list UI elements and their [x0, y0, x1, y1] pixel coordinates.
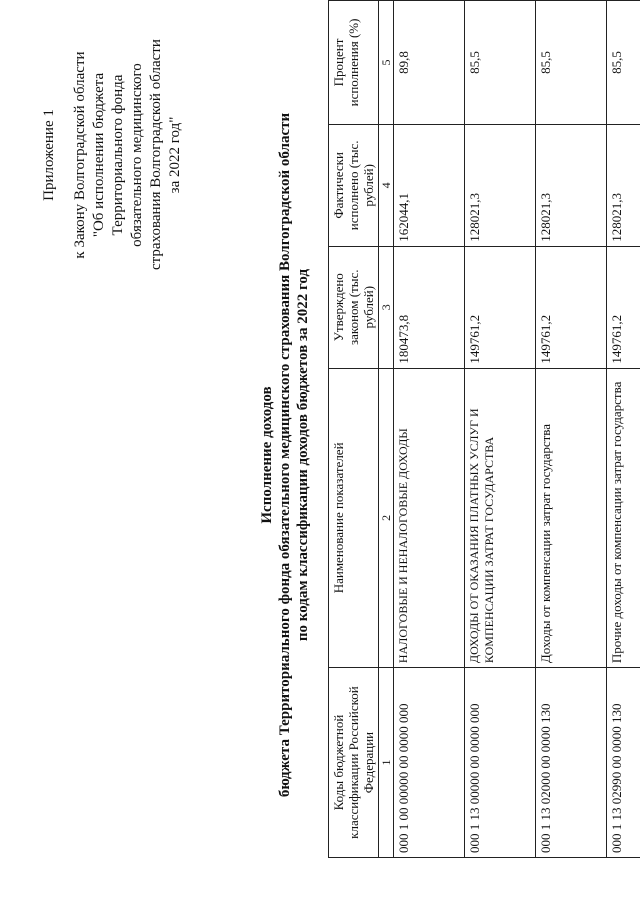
row-approved: 180473,8 — [394, 246, 465, 368]
row-percent: 85,5 — [536, 1, 607, 125]
annex-line: Территориального фонда — [110, 74, 126, 236]
annex-title: Приложение 1 — [41, 109, 57, 201]
row-percent: 85,5 — [607, 1, 640, 125]
row-actual: 128021,3 — [607, 124, 640, 246]
row-code: 000 1 13 02000 00 0000 130 — [536, 668, 607, 858]
header-approved: Утверждено законом (тыс. рублей) — [329, 246, 379, 368]
row-name: Прочие доходы от компенсации затрат государства — [607, 368, 640, 667]
row-name: Доходы от компенсации затрат государства — [536, 368, 607, 667]
header-actual: Фактически исполнено (тыс. рублей) — [329, 124, 379, 246]
row-percent: 85,5 — [465, 1, 536, 125]
row-approved: 149761,2 — [536, 246, 607, 368]
row-name: НАЛОГОВЫЕ И НЕНАЛОГОВЫЕ ДОХОДЫ — [394, 368, 465, 667]
column-number-row — [379, 1, 394, 858]
annex-block — [40, 40, 185, 270]
row-actual: 162044,1 — [394, 124, 465, 246]
annex-line: обязательного медицинского — [129, 63, 145, 247]
table-row — [536, 1, 607, 858]
row-code: 000 1 00 00000 00 0000 000 — [394, 668, 465, 858]
row-approved: 149761,2 — [465, 246, 536, 368]
table-row — [394, 1, 465, 858]
table-row — [465, 1, 536, 858]
row-actual: 128021,3 — [465, 124, 536, 246]
revenue-table — [328, 0, 640, 858]
header-name: Наименование показателей — [329, 368, 379, 667]
header-percent: Процент исполнения (%) — [329, 1, 379, 125]
table-header-row — [329, 1, 379, 858]
heading-title: Исполнение доходов — [259, 386, 275, 524]
column-number: 3 — [379, 246, 394, 368]
column-number: 5 — [379, 1, 394, 125]
row-code: 000 1 13 00000 00 0000 000 — [465, 668, 536, 858]
column-number: 4 — [379, 124, 394, 246]
annex-line: "Об исполнении бюджета — [91, 72, 107, 238]
row-approved: 149761,2 — [607, 246, 640, 368]
row-actual: 128021,3 — [536, 124, 607, 246]
column-number: 1 — [379, 668, 394, 858]
annex-line: к Закону Волгоградской области — [72, 51, 88, 259]
table-row — [607, 1, 640, 858]
document-heading — [258, 0, 312, 910]
row-percent: 89,8 — [394, 1, 465, 125]
annex-line: страхования Волгоградской области — [148, 39, 164, 270]
row-code: 000 1 13 02990 00 0000 130 — [607, 668, 640, 858]
annex-line: за 2022 год" — [167, 116, 183, 194]
column-number: 2 — [379, 368, 394, 667]
heading-subtitle: по кодам классификации доходов бюджетов за 2022 год — [295, 268, 311, 642]
heading-subtitle: бюджета Территориального фонда обязательного медицинского страхования Волгоградской области — [277, 112, 293, 798]
row-name: ДОХОДЫ ОТ ОКАЗАНИЯ ПЛАТНЫХ УСЛУГ И КОМПЕНСАЦИИ ЗАТРАТ ГОСУДАРСТВА — [465, 368, 536, 667]
header-code: Коды бюджетной классификации Российской Федерации — [329, 668, 379, 858]
